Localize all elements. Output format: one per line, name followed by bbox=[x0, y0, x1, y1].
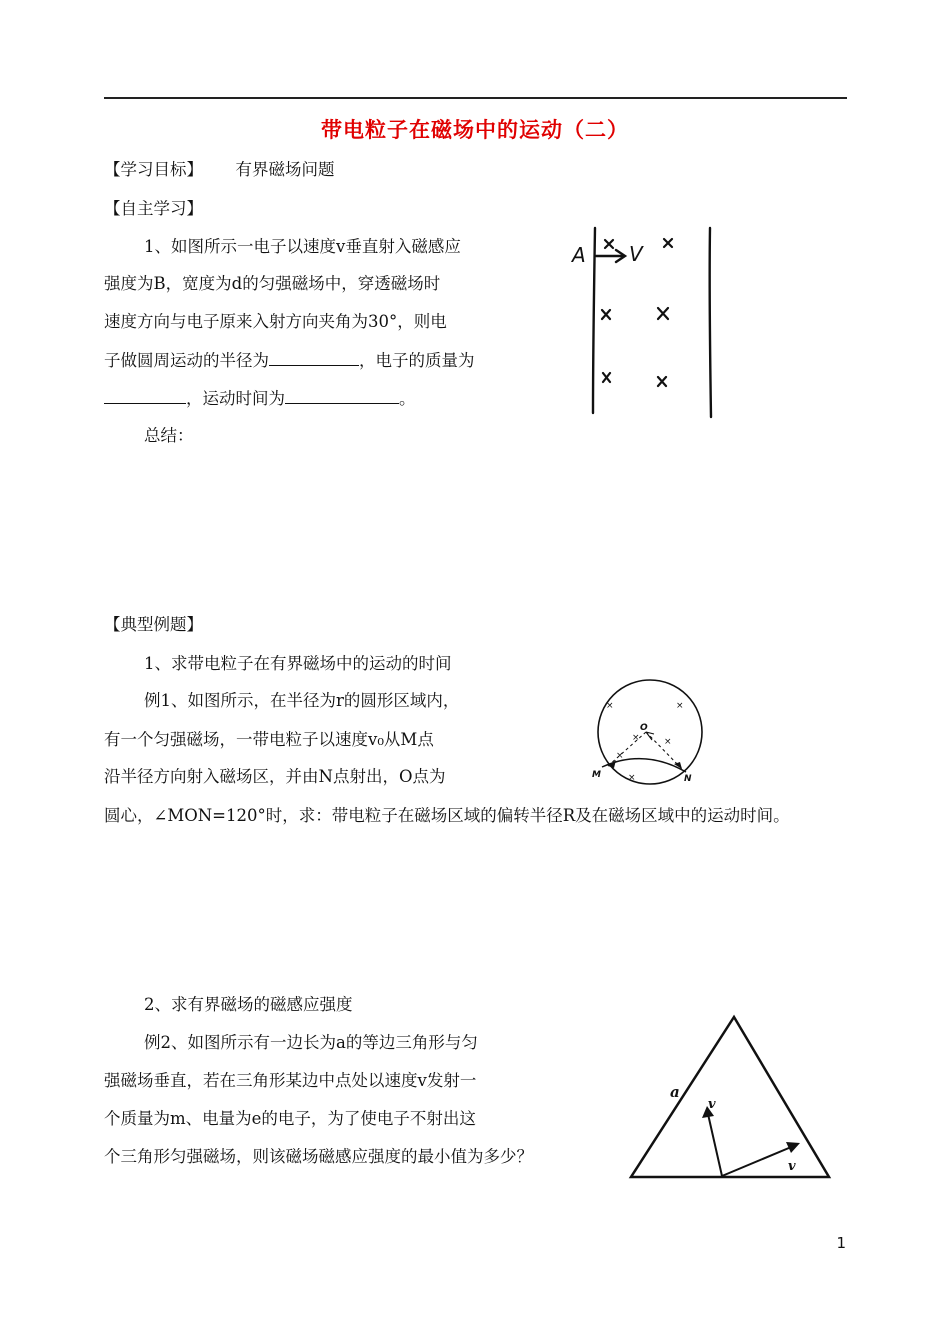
cross-mark bbox=[602, 310, 610, 319]
example-1-line-2: 有一个匀强磁场，一带电粒子以速度v₀从M点 bbox=[104, 730, 434, 749]
example-2-line-4: 个三角形匀强磁场，则该磁场磁感应强度的最小值为多少？ bbox=[104, 1147, 533, 1166]
time-answer-blank[interactable] bbox=[285, 387, 399, 404]
left-boundary-line bbox=[593, 228, 595, 413]
q1-line-3: 速度方向与电子原来入射方向夹角为30°，则电 bbox=[104, 312, 447, 331]
velocity-v-label-2: v bbox=[788, 1159, 796, 1174]
cross-mark: × bbox=[632, 733, 640, 743]
circular-field-figure bbox=[590, 680, 710, 790]
example-1-line-3: 沿半径方向射入磁场区，并由N点射出，O点为 bbox=[104, 767, 446, 786]
point-m-label: M bbox=[592, 770, 601, 780]
arrow-at-o bbox=[646, 732, 654, 740]
radius-om-dashed bbox=[608, 732, 646, 766]
objective-label: 【学习目标】 bbox=[104, 160, 203, 179]
field-cross-marks bbox=[606, 701, 684, 783]
point-a-label: A bbox=[572, 243, 586, 267]
section-1-title: 1、求带电粒子在有界磁场中的运动的时间 bbox=[144, 654, 452, 673]
cross-mark bbox=[658, 377, 666, 386]
self-study-label: 【自主学习】 bbox=[104, 199, 203, 218]
cross-mark bbox=[658, 308, 668, 319]
field-strip-figure bbox=[560, 220, 730, 420]
right-boundary-line bbox=[710, 228, 711, 417]
mass-answer-blank[interactable] bbox=[104, 387, 186, 404]
velocity-arrow-1-shaft bbox=[708, 1114, 722, 1176]
q1-line-5 bbox=[104, 387, 416, 409]
objective-text: 有界磁场问题 bbox=[235, 160, 335, 179]
q1-line-1: 1、如图所示一电子以速度v垂直射入磁感应 bbox=[144, 237, 461, 256]
summary-label: 总结： bbox=[144, 426, 194, 445]
section-2-title: 2、求有界磁场的磁感应强度 bbox=[144, 995, 353, 1014]
q1-line-2: 强度为B，宽度为d的匀强磁场中，穿透磁场时 bbox=[104, 274, 441, 293]
triangle-outline bbox=[631, 1017, 829, 1177]
example-1-line-4: 圆心，∠MON=120°时，求：带电粒子在磁场区域的偏转半径R及在磁场区域中的运动时间。 bbox=[104, 806, 790, 825]
q1-line-5-text-b: 。 bbox=[399, 389, 416, 408]
cross-mark: × bbox=[606, 701, 614, 711]
objective-row bbox=[104, 160, 335, 180]
cross-mark bbox=[603, 373, 610, 382]
radius-answer-blank[interactable] bbox=[269, 349, 359, 366]
point-n-label: N bbox=[684, 774, 692, 784]
velocity-v-label-1: v bbox=[708, 1097, 716, 1112]
q1-line-4 bbox=[104, 349, 475, 371]
velocity-arrow-2-shaft bbox=[722, 1145, 796, 1176]
example-2-line-3: 个质量为m、电量为e的电子，为了使电子不射出这 bbox=[104, 1109, 476, 1128]
examples-label: 【典型例题】 bbox=[104, 615, 203, 634]
cross-mark bbox=[605, 240, 613, 248]
velocity-v-label: V bbox=[629, 242, 643, 266]
q1-line-4-text-a: 子做圆周运动的半径为 bbox=[104, 351, 269, 370]
cross-mark: × bbox=[616, 751, 624, 761]
cross-mark: × bbox=[676, 701, 684, 711]
triangle-field-figure bbox=[628, 1014, 838, 1184]
center-o-label: O bbox=[640, 723, 648, 733]
cross-mark bbox=[664, 239, 672, 247]
q1-line-5-text-a: ，运动时间为 bbox=[186, 389, 285, 408]
cross-mark: × bbox=[664, 737, 672, 747]
header-rule bbox=[104, 97, 847, 99]
example-1-line-1: 例1、如图所示，在半径为r的圆形区域内， bbox=[144, 691, 460, 710]
example-2-line-1: 例2、如图所示有一边长为a的等边三角形与匀 bbox=[144, 1033, 478, 1052]
page-number: 1 bbox=[836, 1234, 846, 1252]
side-a-label: a bbox=[670, 1083, 680, 1101]
page-title: 带电粒子在磁场中的运动（二） bbox=[321, 117, 629, 142]
cross-mark: × bbox=[628, 773, 636, 783]
example-2-line-2: 强磁场垂直，若在三角形某边中点处以速度v发射一 bbox=[104, 1071, 477, 1090]
q1-line-4-text-b: ，电子的质量为 bbox=[359, 351, 475, 370]
field-boundary-circle bbox=[598, 680, 702, 784]
